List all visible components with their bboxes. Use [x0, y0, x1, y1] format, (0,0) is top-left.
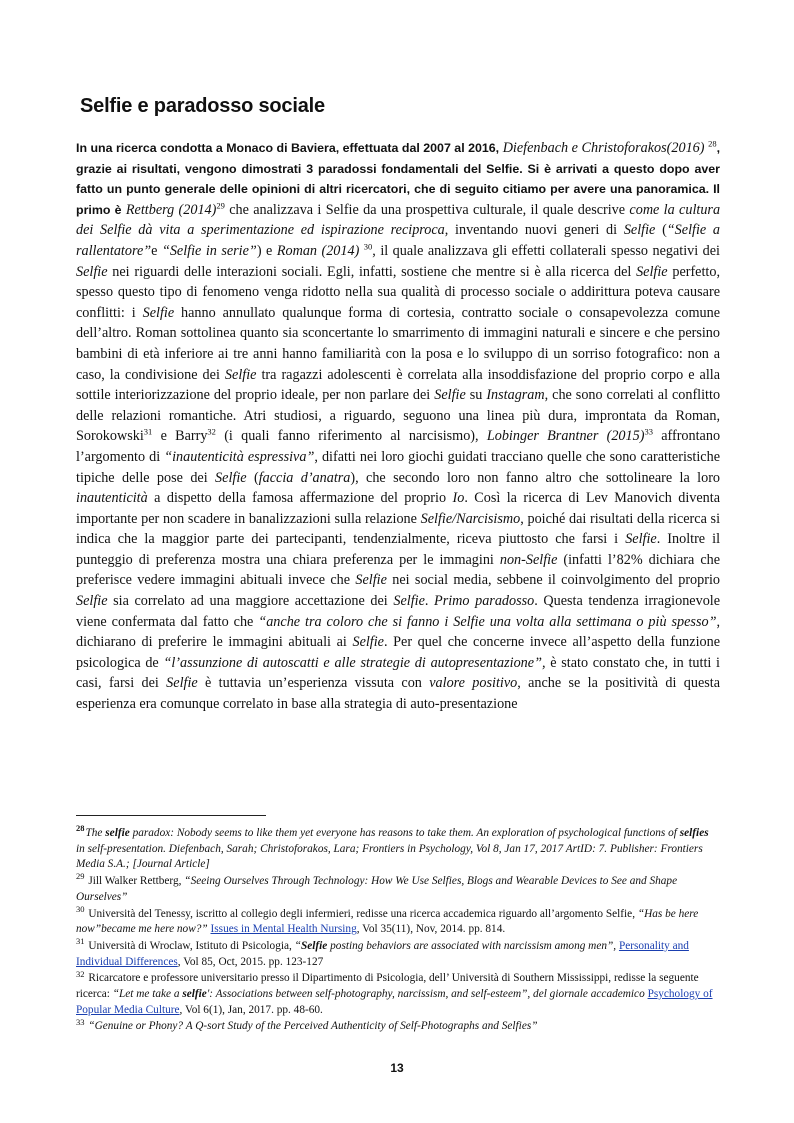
citation: Lobinger Brantner (2015): [486, 428, 645, 445]
journal-link[interactable]: Personality and Individual Differences: [76, 939, 689, 968]
citation: Diefenbach e Christoforakos(2016): [502, 140, 705, 156]
footnote-ref[interactable]: 33: [644, 426, 653, 437]
footnote-ref[interactable]: 28: [708, 138, 717, 149]
footnote-28: $^{28}$The selfie paradox: Nobody seems to like them yet everyone has reasons to take them. An exploration of psychological functions of selfies in self-presentation. Diefenbach, Sarah; Christoforakos, Lara; Frontiers in Psychology, Vol 8, Jan 17, 2017 ArtID: 7. Publisher: Frontiers Media S.A.; [Journal Article]: [76, 823, 709, 871]
footnote-ref[interactable]: 31: [143, 426, 153, 437]
footnote-29: $^{29}$ Jill Walker Rettberg, “Seeing Ourselves Through Technology: How We Use Selfies, Blogs and Wearable Devices to See and Shape Ourselves”: [76, 871, 678, 903]
footnotes: [76, 823, 720, 1036]
footnote-33: $^{33}$ “Genuine or Phony? A Q-sort Study of the Perceived Authenticity of Self-Photographs and Selfies”: [76, 1016, 538, 1033]
citation: Roman (2014): [276, 242, 360, 259]
footnote-31: $^{31}$ Università di Wroclaw, Istituto di Psicologia, “Selfie posting behaviors are associated with narcissism among men”, Personality and Individual Differences, Vol 85, Oct, 2015. pp. 123-127: [76, 936, 689, 968]
document-page: [76, 0, 720, 1123]
footnote-30: $^{30}$ Università del Tenessy, iscritto al collegio degli infermieri, redisse una ricerca accademica riguardo all’argomento Selfie, “Has be here now”became me here now?” Issues in Mental Health Nursing, Vol 35(11), Nov, 2014. pp. 814.: [76, 903, 699, 936]
section-title: Selfie e paradosso sociale: [80, 95, 325, 117]
footnote-32: $^{32}$ Ricarcatore e professore universitario presso il Dipartimento di Psicologia, dell’ Università di Southern Mississippi, redisse la seguente ricerca: “Let me take a selfie': Associations between self-photography, narcissism, and self-esteem”, del giornale accademico Psychology of Popular Media Culture, Vol 6(1), Jan, 2017. pp. 48-60.: [76, 968, 713, 1016]
footnote-ref[interactable]: 30: [363, 241, 373, 252]
page-number: 13: [390, 1061, 404, 1075]
footnote-ref[interactable]: 32: [207, 426, 216, 437]
citation: Rettberg (2014): [125, 201, 217, 218]
journal-link[interactable]: Psychology of Popular Media Culture: [76, 988, 713, 1016]
body-paragraph: In una ricerca condotta a Monaco di Baviera, effettuata dal 2007 al 2016, Diefenbach e Christoforakos(2016) $^{28}$, grazie ai risultati, vengono dimostrati 3 paradossi fondamentali del Selfie. Si è arrivati a questo dopo aver fatto un punto generale delle opinioni di altri ricercatori, che di seguito citiamo per avere una panoramica. Il primo è Rettberg $(2014)^{29}$ che analizzava i Selfie da una prospettiva culturale, il quale descrive come la cultura dei Selfie dà vita a sperimentazione ed ispirazione reciproca, inventando nuovi generi di Selfie (“Selfie a rallentatore”e “Selfie in serie”) e Roman (2014) $^{30}$, il quale analizzava gli effetti collaterali spesso negativi dei Selfie nei riguardi delle interazioni sociali. Egli, infatti, sostiene che mentre si è alla ricerca del Selfie perfetto, spesso questo tipo di fenomeno venga ridotto nella sua qualità di processo sociale o addirittura poteva causare conflitti: i Selfie hanno annullato qualunque forma di cortesia, contratto sociale o consapevolezza comune dell’altro. Roman sottolinea quanto sia sconcertante lo smarrimento di immagini naturali e sincere e che persino bambini di età inferiore ai tre anni hanno familiarità con la posa e lo sviluppo di un sorriso fotografico: non a caso, la condivisione dei Selfie tra ragazzi adolescenti è correlata alla insoddisfazione del proprio corpo e alla sottile interiorizzazione del proprio ideale, per non parlare dei Selfie su Instagram, che sono correlati al conflitto delle relazioni romantiche. Atri studiosi, a riguardo, seguono una linea più dura, improntata da Roman, Sorokowski$^{31}$ e Barry$^{32}$ (i quali fanno riferimento al narcisismo), Lobinger Brantner $(2015)^{33}$ affrontano l’argomento di “inautenticità espressiva”, difatti nei loro giochi guidati tracciano quelle che sono caratteristiche tipiche delle pose dei Selfie (faccia d’anatra), che secondo loro non fanno altro che sottolineare la loro inautenticità a dispetto della famosa affermazione del proprio Io. Così la ricerca di Lev Manovich diventa importante per non scadere in banalizzazioni sulla relazione Selfie/Narcisismo, poiché dai risultati della ricerca si indica che la maggior parte dei partecipanti, tendenzialmente, riceva piuttosto che farsi i Selfie. Inoltre il punteggio di preferenza mostra una chiara preferenza per le immagini non-Selfie (infatti l’82% dichiara che preferisce vedere immagini abituali invece che Selfie nei social media, sebbene il coinvolgimento del proprio Selfie sia correlato ad una maggiore accettazione dei Selfie. Primo paradosso. Questa tendenza irragionevole viene confermata dal fatto che “anche tra coloro che si fanno i Selfie una volta alla settimana o più spesso”, dichiarano di preferire le immagini abituali ai Selfie. Per quel che concerne invece all’aspetto della funzione psicologica de “l’assunzione di autoscatti e alle strategie di autopresentazione”, è stato constato che, in tutti i casi, farsi dei Selfie è tuttavia un’esperienza vissuta con valore positivo, anche se la positività di questa esperienza era comunque correlato in base alla strategia di auto-presentazione: [76, 138, 721, 713]
footnote-ref[interactable]: 29: [216, 200, 225, 211]
journal-link[interactable]: Issues in Mental Health Nursing: [210, 923, 357, 936]
footnote-divider: [76, 815, 266, 816]
